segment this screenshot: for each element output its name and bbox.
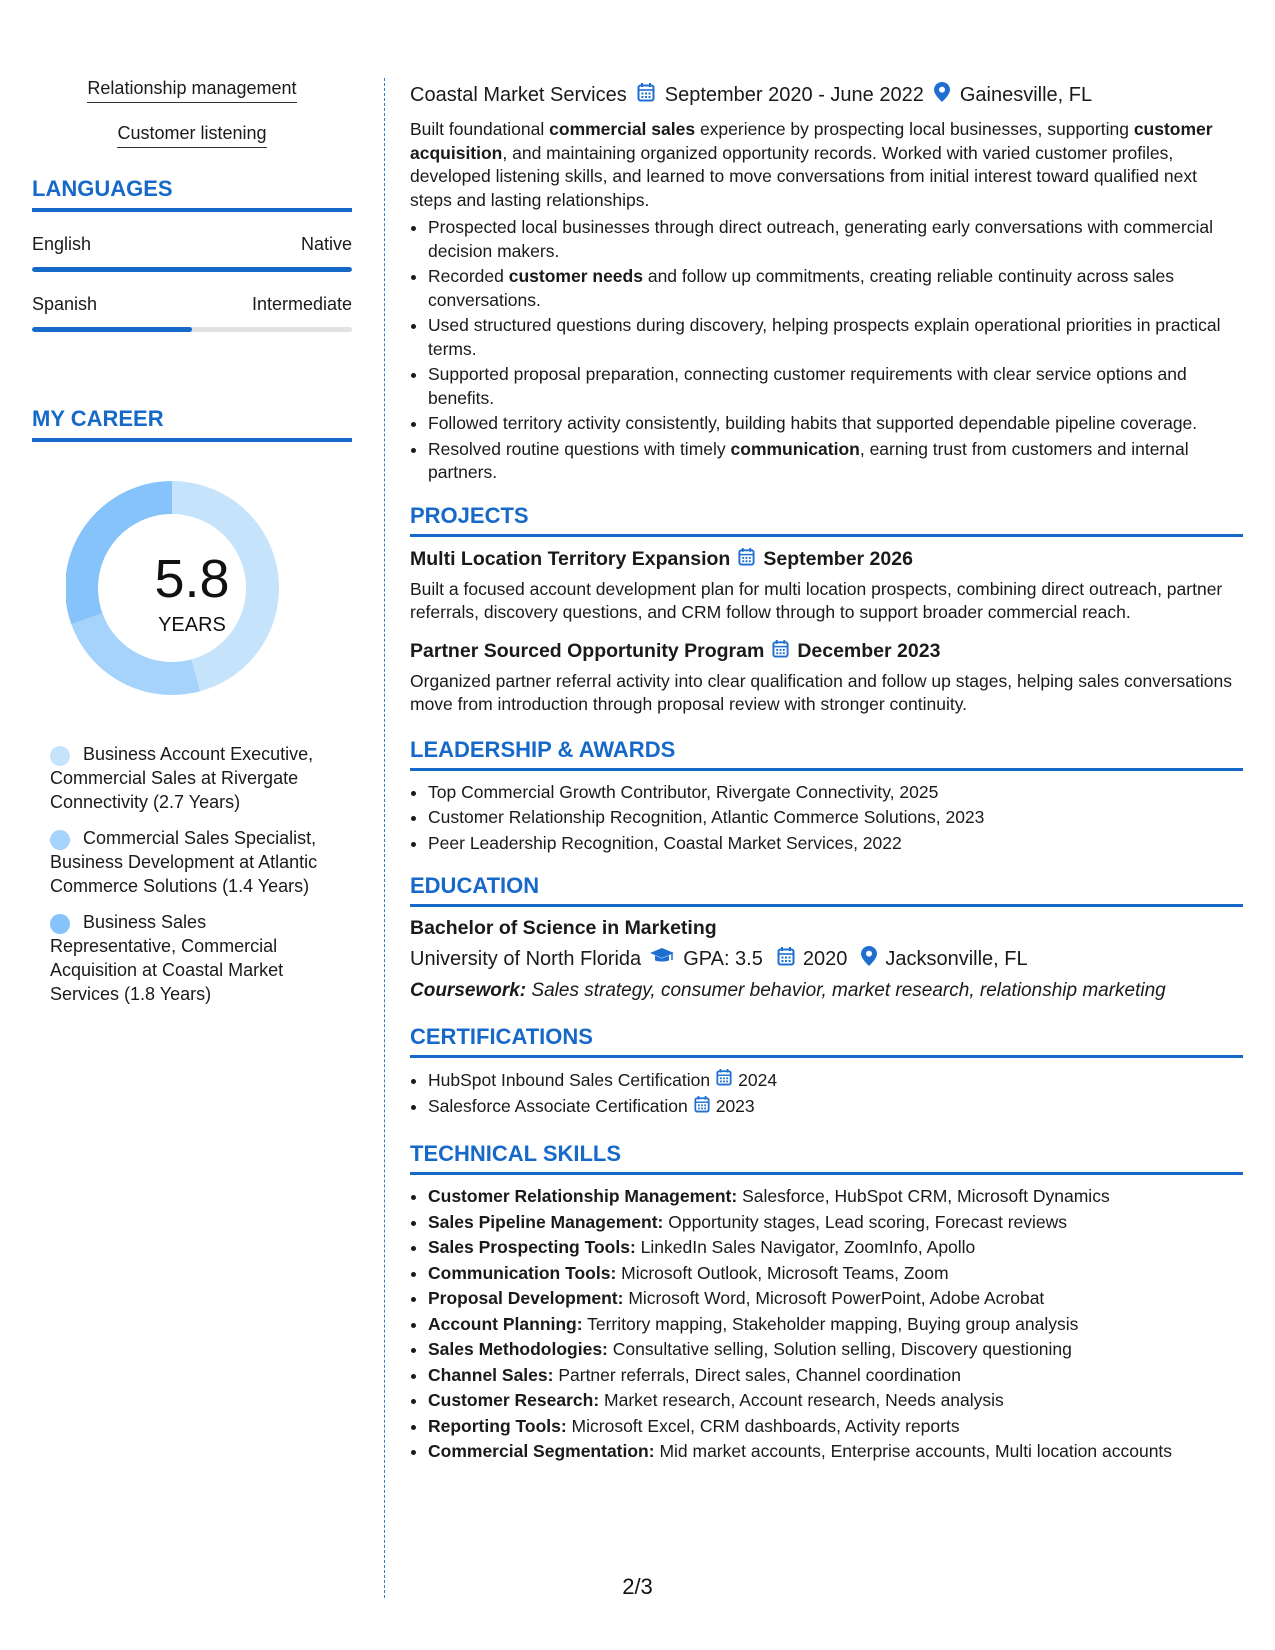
column-divider xyxy=(384,78,385,1598)
project-item xyxy=(410,639,1243,717)
job-company: Coastal Market Services xyxy=(410,83,627,106)
text-run: Resolved routine questions with timely xyxy=(428,438,731,459)
soft-skills xyxy=(32,78,352,148)
technical-item xyxy=(428,1364,1243,1388)
project-name: Partner Sourced Opportunity Program xyxy=(410,639,765,662)
job-bullets xyxy=(410,216,1243,485)
technical-item xyxy=(428,1236,1243,1260)
education-section xyxy=(410,873,1243,1002)
job-bullet xyxy=(428,438,1243,485)
project-name: Multi Location Territory Expansion xyxy=(410,547,731,570)
job-bullet xyxy=(428,314,1243,361)
technical-label: Sales Methodologies: xyxy=(428,1339,608,1359)
technical-value: Partner referrals, Direct sales, Channel coordination xyxy=(553,1364,962,1385)
education-school: University of North Florida xyxy=(410,947,642,970)
calendar-icon xyxy=(637,82,655,108)
technical-list xyxy=(410,1185,1243,1464)
language-name: English xyxy=(32,234,92,254)
job-bullet xyxy=(428,216,1243,263)
education-degree: Bachelor of Science in Marketing xyxy=(410,917,717,939)
technical-heading: TECHNICAL SKILLS xyxy=(410,1141,1243,1175)
technical-value: Microsoft Word, Microsoft PowerPoint, Adobe Acrobat xyxy=(623,1288,1045,1308)
project-date: September 2026 xyxy=(763,547,913,570)
certification-item xyxy=(428,1095,1243,1120)
technical-item xyxy=(428,1415,1243,1439)
technical-item xyxy=(428,1287,1243,1311)
map-pin-icon xyxy=(861,946,877,972)
technical-value: Market research, Account research, Needs analysis xyxy=(599,1390,1004,1410)
text-run: Used structured questions during discovery, helping prospects explain operational priorities in practical terms. xyxy=(428,315,1221,359)
emphasis-text: communication xyxy=(730,438,860,459)
language-bar xyxy=(32,327,352,332)
map-pin-icon xyxy=(934,82,950,108)
technical-value: Microsoft Excel, CRM dashboards, Activity reports xyxy=(566,1415,960,1436)
technical-value: Opportunity stages, Lead scoring, Forecast reviews xyxy=(663,1211,1068,1232)
graduation-cap-icon xyxy=(649,947,675,971)
job-location: Gainesville, FL xyxy=(959,83,1093,106)
technical-section xyxy=(410,1141,1243,1464)
leadership-item: • Customer Relationship Recognition, Atlantic Commerce Solutions, 2023 xyxy=(428,806,1243,830)
technical-item xyxy=(428,1338,1243,1362)
certification-name: • Salesforce Associate Certification xyxy=(428,1096,688,1116)
calendar-icon xyxy=(716,1068,732,1093)
text-run: Prospected local businesses through direct outreach, generating early conversations with commercial decision makers. xyxy=(428,217,1213,261)
career-color-dot xyxy=(50,746,70,766)
technical-item xyxy=(428,1313,1243,1337)
career-item xyxy=(50,742,335,814)
technical-item xyxy=(428,1185,1243,1209)
leadership-heading: LEADERSHIP & AWARDS xyxy=(410,737,1243,771)
education-heading: EDUCATION xyxy=(410,873,1243,907)
technical-item xyxy=(428,1389,1243,1413)
career-donut xyxy=(32,480,352,720)
language-name: Spanish xyxy=(32,294,98,314)
project-date: December 2023 xyxy=(797,639,941,662)
language-level: Intermediate xyxy=(251,294,352,314)
emphasis-text: commercial sales xyxy=(549,119,696,139)
technical-label: Commercial Segmentation: xyxy=(428,1441,655,1461)
career-unit: YEARS xyxy=(158,614,226,636)
left-column xyxy=(32,78,352,1018)
education-details xyxy=(410,946,1243,972)
technical-label: Communication Tools: xyxy=(428,1262,617,1283)
certification-item xyxy=(428,1068,1243,1093)
text-run: Recorded xyxy=(428,266,509,286)
career-list xyxy=(50,742,335,1006)
project-description: Built a focused account development plan for multi location prospects, combining direct outreach, partner referrals, discovery questions, and CRM follow through to support broader commercial reach. xyxy=(410,578,1223,622)
education-gpa: GPA: 3.5 xyxy=(683,947,763,970)
technical-label: Customer Research: xyxy=(428,1390,600,1410)
page-number: 2/3 xyxy=(622,1574,653,1599)
technical-value: Mid market accounts, Enterprise accounts, Multi location accounts xyxy=(654,1441,1173,1461)
text-run: , earning trust from customers and internal partners. xyxy=(428,438,1189,482)
career-item xyxy=(50,826,335,898)
technical-label: Customer Relationship Management: xyxy=(428,1186,738,1206)
language-bar-fill xyxy=(32,267,352,272)
language-bar xyxy=(32,267,352,272)
emphasis-text: customer acquisition xyxy=(410,119,1213,163)
job-header xyxy=(410,82,1243,108)
leadership-item: • Peer Leadership Recognition, Coastal Market Services, 2022 xyxy=(428,832,1243,856)
certifications-list xyxy=(410,1068,1243,1119)
technical-value: Microsoft Outlook, Microsoft Teams, Zoom xyxy=(616,1262,949,1283)
leadership-section xyxy=(410,737,1243,856)
education-coursework xyxy=(410,980,1243,1002)
technical-item xyxy=(428,1440,1243,1464)
text-run: and follow up commitments, creating reliable continuity across sales conversations. xyxy=(428,266,1175,310)
skill-item xyxy=(32,123,352,148)
skill-label: Relationship management xyxy=(87,78,296,103)
education-year: 2020 xyxy=(802,947,848,970)
emphasis-text: customer needs xyxy=(508,266,643,286)
leadership-item: • Top Commercial Growth Contributor, Rivergate Connectivity, 2025 xyxy=(428,781,1243,805)
languages-heading: LANGUAGES xyxy=(32,176,352,212)
certifications-section xyxy=(410,1024,1243,1119)
calendar-icon xyxy=(777,946,795,972)
certification-name: • HubSpot Inbound Sales Certification xyxy=(428,1069,711,1090)
career-color-dot xyxy=(50,830,70,850)
technical-value: Consultative selling, Solution selling, Discovery questioning xyxy=(607,1339,1072,1359)
language-level: Native xyxy=(300,234,352,254)
job-summary xyxy=(410,118,1243,212)
education-location: Jacksonville, FL xyxy=(885,947,1028,970)
text-run: Followed territory activity consistently, building habits that supported dependable pipeline coverage. xyxy=(428,413,1198,433)
career-item-text: Business Sales Representative, Commercial Acquisition at Coastal Market Services (1.8 Years) xyxy=(50,912,284,1004)
text-run: Built foundational xyxy=(410,119,550,139)
text-run: Supported proposal preparation, connecting customer requirements with clear service options and benefits. xyxy=(428,364,1187,408)
technical-value: LinkedIn Sales Navigator, ZoomInfo, Apollo xyxy=(635,1237,976,1257)
technical-label: Sales Pipeline Management: xyxy=(428,1211,664,1232)
technical-label: Channel Sales: xyxy=(428,1364,554,1385)
project-description: Organized partner referral activity into clear qualification and follow up stages, helping sales conversations move from introduction through proposal review with stronger continuity. xyxy=(410,670,1232,714)
job-bullet xyxy=(428,363,1243,410)
technical-label: Sales Prospecting Tools: xyxy=(428,1237,636,1257)
technical-label: Account Planning: xyxy=(428,1313,583,1334)
career-total: 5.8 xyxy=(154,549,230,609)
career-item xyxy=(50,910,335,1006)
projects-section xyxy=(410,503,1243,717)
leadership-list xyxy=(410,781,1243,856)
technical-label: Reporting Tools: xyxy=(428,1415,567,1436)
career-item-text: Commercial Sales Specialist, Business Development at Atlantic Commerce Solutions (1.4 Years) xyxy=(50,828,318,896)
language-item xyxy=(32,294,352,332)
technical-label: Proposal Development: xyxy=(428,1288,624,1308)
skill-item xyxy=(32,78,352,103)
career-heading: MY CAREER xyxy=(32,406,352,442)
calendar-icon xyxy=(694,1095,710,1120)
text-run: experience by prospecting local businesses, supporting xyxy=(695,119,1134,139)
technical-value: Salesforce, HubSpot CRM, Microsoft Dynamics xyxy=(737,1186,1110,1206)
language-item xyxy=(32,234,352,272)
job-dates: September 2020 - June 2022 xyxy=(664,83,924,106)
career-item-text: Business Account Executive, Commercial Sales at Rivergate Connectivity (2.7 Years) xyxy=(50,744,314,812)
calendar-icon xyxy=(738,547,755,572)
job-bullet xyxy=(428,265,1243,312)
coursework-text: Sales strategy, consumer behavior, market research, relationship marketing xyxy=(526,980,1166,1001)
technical-item xyxy=(428,1211,1243,1235)
coursework-label: Coursework: xyxy=(410,980,527,1001)
right-column xyxy=(410,82,1243,1466)
certification-year: 2024 xyxy=(738,1069,778,1090)
calendar-icon xyxy=(772,639,789,664)
text-run: , and maintaining organized opportunity records. Worked with varied customer profiles, developed listening skills, and learned to move conversations from initial interest toward qualified next steps and lasting relationships. xyxy=(410,142,1197,210)
technical-item xyxy=(428,1262,1243,1286)
skill-label: Customer listening xyxy=(117,123,266,148)
technical-value: Territory mapping, Stakeholder mapping, Buying group analysis xyxy=(582,1313,1079,1334)
certifications-heading: CERTIFICATIONS xyxy=(410,1024,1243,1058)
projects-heading: PROJECTS xyxy=(410,503,1243,537)
language-bar-fill xyxy=(32,327,192,332)
project-item xyxy=(410,547,1243,625)
certification-year: 2023 xyxy=(715,1096,755,1116)
career-color-dot xyxy=(50,914,70,934)
job-bullet xyxy=(428,412,1243,436)
